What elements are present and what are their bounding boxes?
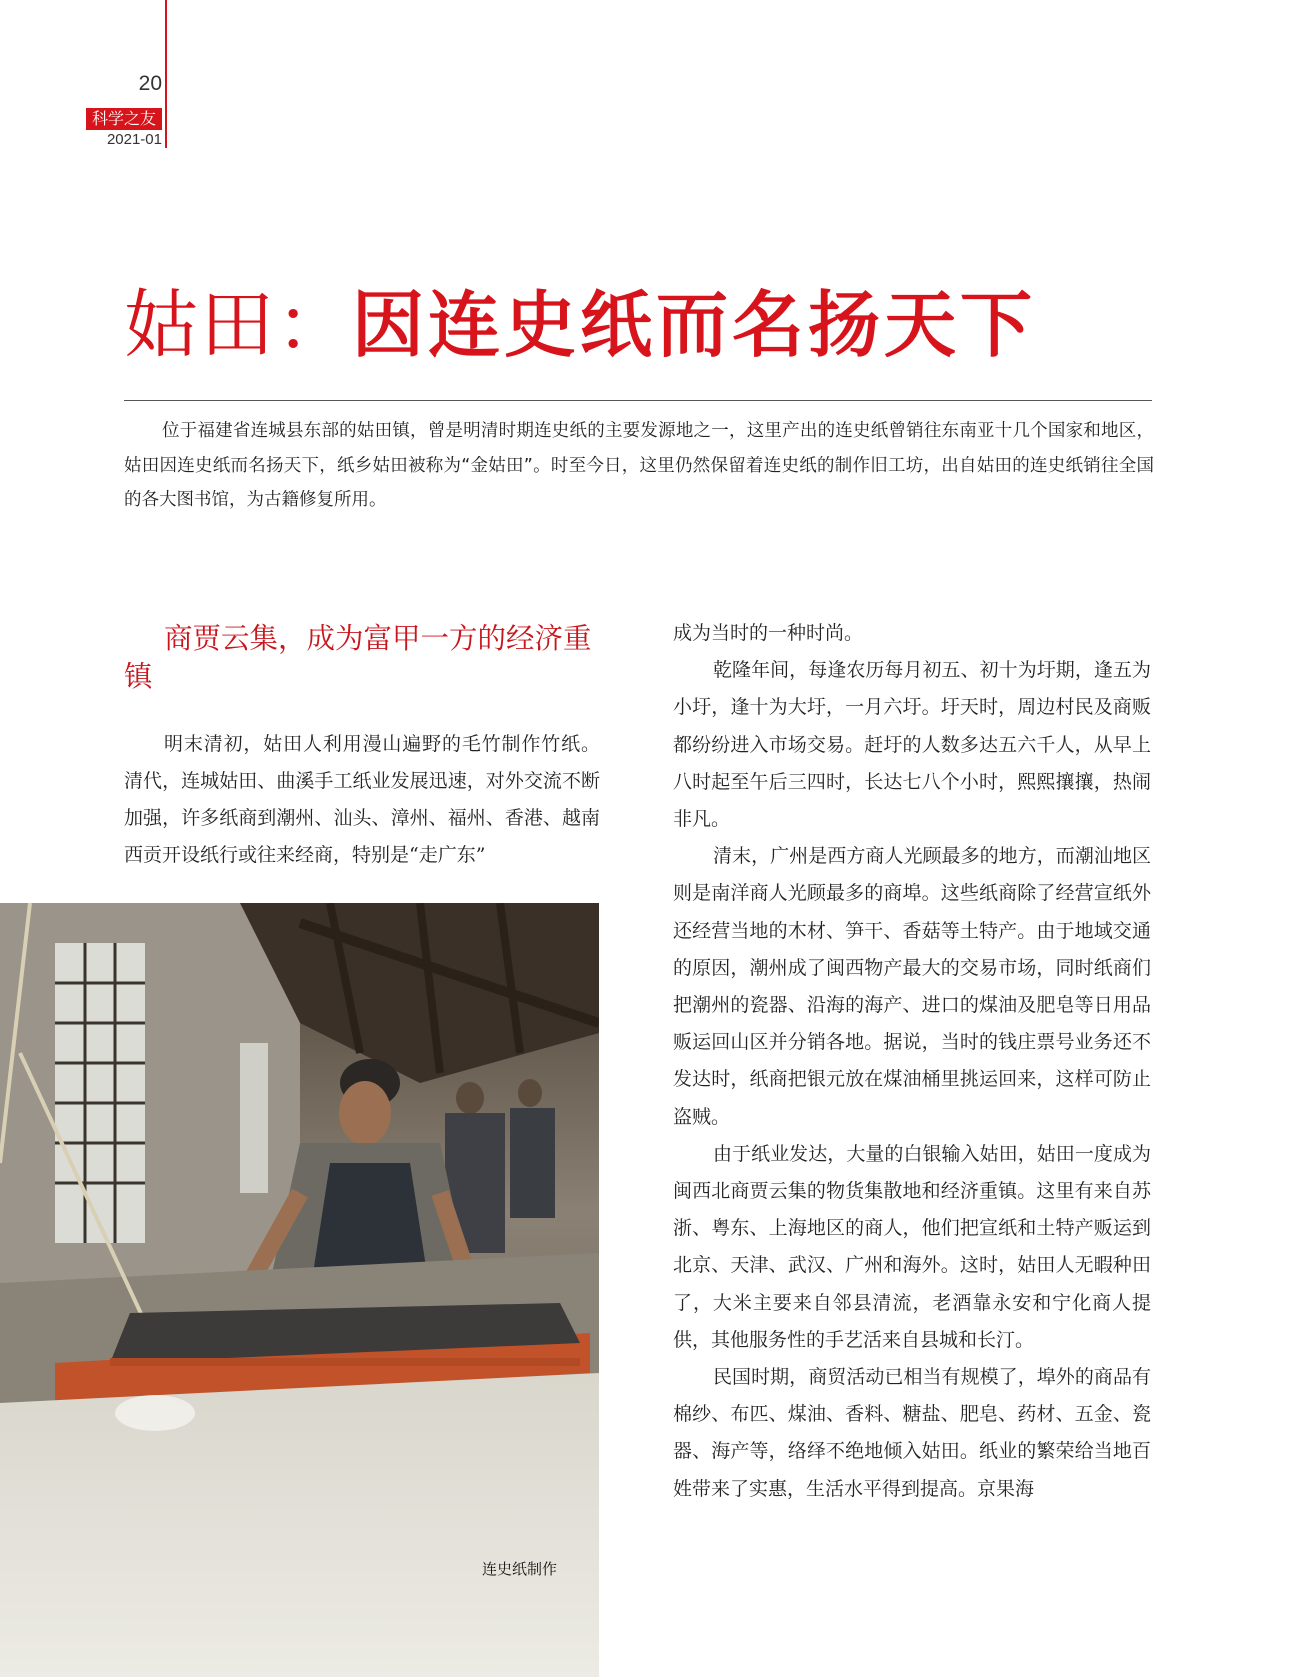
body-paragraph: 清末，广州是西方商人光顾最多的地方，而潮汕地区则是南洋商人光顾最多的商埠。这些纸商除了经营宣纸外还经营当地的木材、笋干、香菇等土特产。由于地域交通的原因，潮州成了闽西物产最大的交易市场，同时纸商们把潮州的瓷器、沿海的海产、进口的煤油及肥皂等日用品贩运回山区并分销各地。据说，当时的钱庄票号业务还不发达时，纸商把银元放在煤油桶里挑运回来，这样可防止盗贼。 <box>673 845 1151 1128</box>
body-paragraph: 成为当时的一种时尚。 <box>673 622 864 644</box>
body-paragraph: 民国时期，商贸活动已相当有规模了，埠外的商品有棉纱、布匹、煤油、香料、糖盐、肥皂、药材、五金、瓷器、海产等，络绎不绝地倾入姑田。纸业的繁荣给当地百姓带来了实惠，生活水平得到提高。京果海 <box>673 1366 1151 1500</box>
page-number: 20 <box>138 72 162 95</box>
section-heading: 商贾云集，成为富甲一方的经济重镇 <box>124 622 592 693</box>
body-paragraph: 乾隆年间，每逢农历每月初五、初十为圩期，逢五为小圩，逢十为大圩，一月六圩。圩天时，周边村民及商贩都纷纷进入市场交易。赶圩的人数多达五六千人，从早上八时起至午后三四时，长达七八个小时，熙熙攘攘，热闹非凡。 <box>673 659 1151 831</box>
article-title <box>124 280 1036 390</box>
body-paragraph-left: 明末清初，姑田人利用漫山遍野的毛竹制作竹纸。清代，连城姑田、曲溪手工纸业发展迅速，对外交流不断加强，许多纸商到潮州、汕头、漳州、福州、香港、越南西贡开设纸行或往来经商，特别是“走广东” <box>124 733 600 866</box>
photo-caption: 连史纸制作 <box>482 1560 558 1578</box>
header-vertical-rule <box>165 0 167 148</box>
title-main: 因连史纸而名扬天下 <box>352 283 1037 367</box>
magazine-name-label: 科学之友 <box>86 108 162 130</box>
issue-date: 2021-01 <box>106 131 162 148</box>
title-place-name: 姑田： <box>124 282 352 368</box>
article-intro: 位于福建省连城县东部的姑田镇，曾是明清时期连史纸的主要发源地之一，这里产出的连史纸曾销往东南亚十几个国家和地区，姑田因连史纸而名扬天下，纸乡姑田被称为“金姑田”。时至今日，这里仍然保留着连史纸的制作旧工坊，出自姑田的连史纸销往全国的各大图书馆，为古籍修复所用。 <box>124 421 1154 510</box>
body-column-right <box>673 615 1151 1508</box>
body-paragraph: 由于纸业发达，大量的白银输入姑田，姑田一度成为闽西北商贾云集的物货集散地和经济重镇。这里有来自苏浙、粤东、上海地区的商人，他们把宣纸和土特产贩运到北京、天津、武汉、广州和海外。这时，姑田人无暇种田了，大米主要来自邻县清流，老酒靠永安和宁化商人提供，其他服务性的手艺活来自县城和长汀。 <box>673 1142 1151 1351</box>
title-divider <box>124 400 1152 401</box>
